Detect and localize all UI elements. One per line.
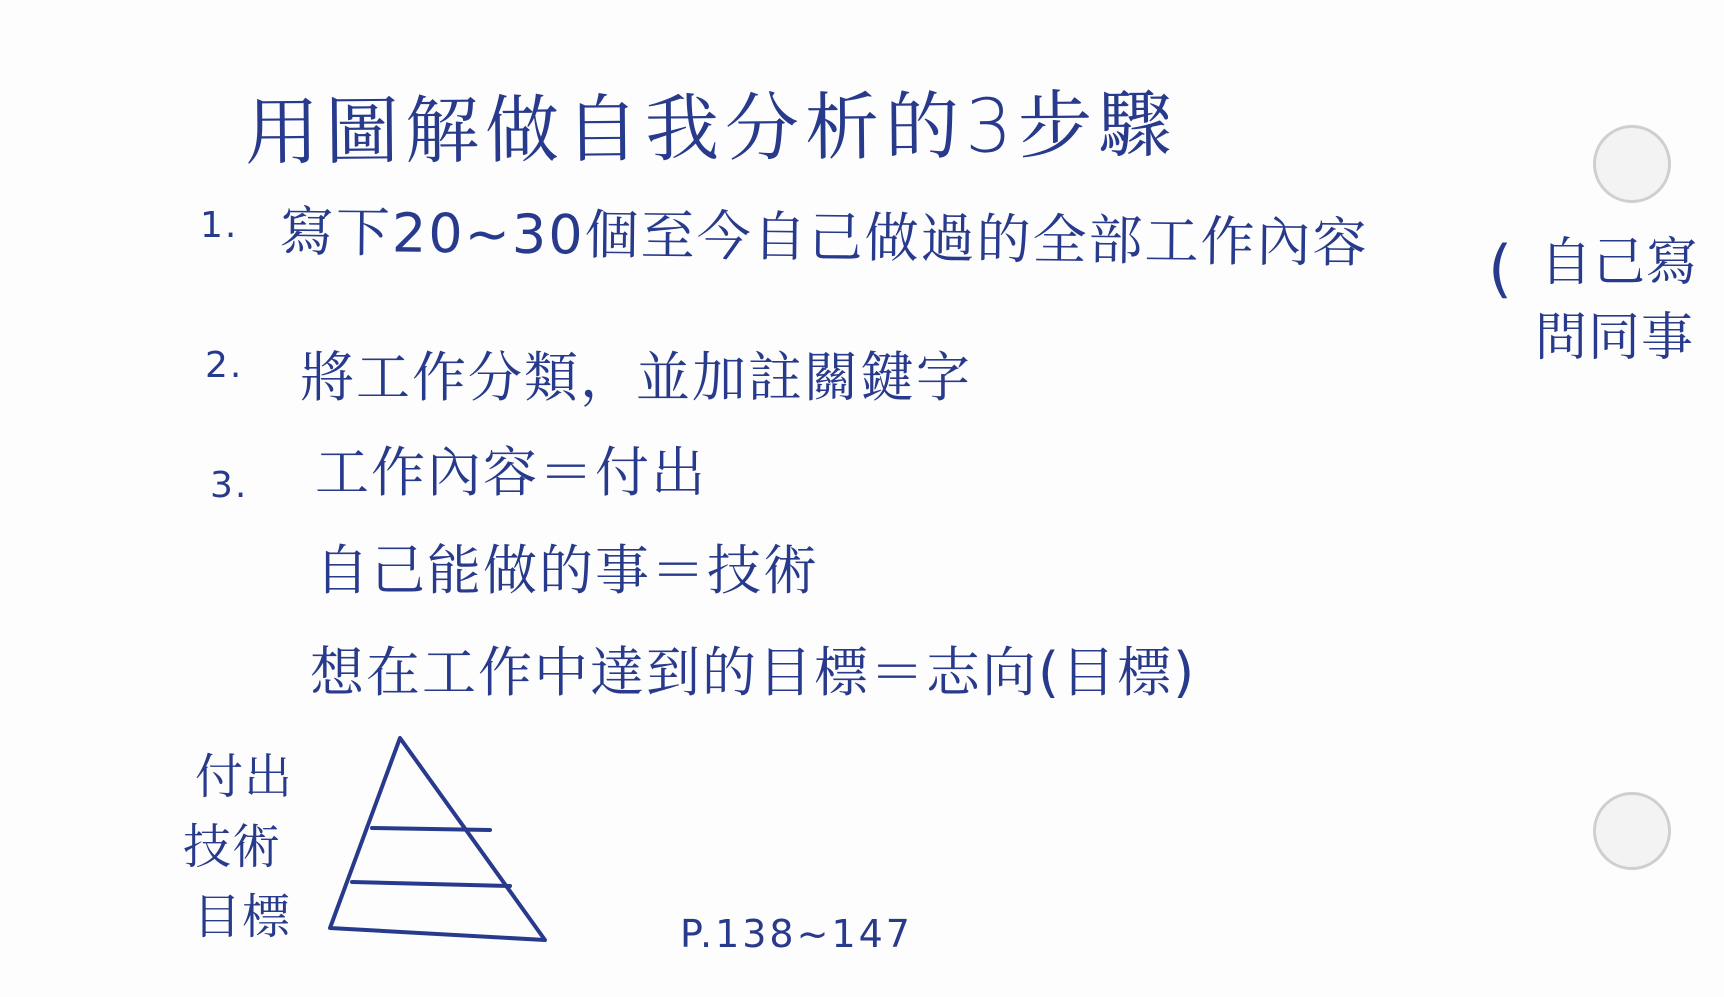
step-3-line-goal: 想在工作中達到的目標＝志向(目標)	[310, 641, 1197, 704]
side-note-bracket: (	[1488, 232, 1515, 305]
step-3-number: 3.	[210, 465, 249, 506]
step-1-text: 寫下20~30個至今自己做過的全部工作內容	[279, 200, 1369, 275]
step-2-text: 將工作分類，並加註關鍵字	[300, 346, 972, 409]
pyramid-label-goal: 目標	[193, 889, 292, 945]
page-reference: P.138~147	[680, 912, 913, 956]
side-note-line-2: 問同事	[1535, 308, 1695, 368]
note-title: 用圖解做自我分析的3步驟	[244, 81, 1179, 177]
step-3-line-skill: 自己能做的事＝技術	[315, 539, 819, 602]
step-1-number: 1.	[200, 205, 239, 246]
pyramid-outline	[330, 738, 545, 940]
pyramid-divider-bottom	[352, 882, 510, 886]
pyramid-label-effort: 付出	[195, 749, 294, 805]
step-2-number: 2.	[205, 345, 244, 386]
pyramid-label-skill: 技術	[183, 819, 282, 875]
pyramid-divider-top	[372, 828, 490, 830]
step-3-line-effort: 工作內容＝付出	[315, 441, 707, 504]
side-note-line-1: 自己寫	[1540, 233, 1700, 293]
